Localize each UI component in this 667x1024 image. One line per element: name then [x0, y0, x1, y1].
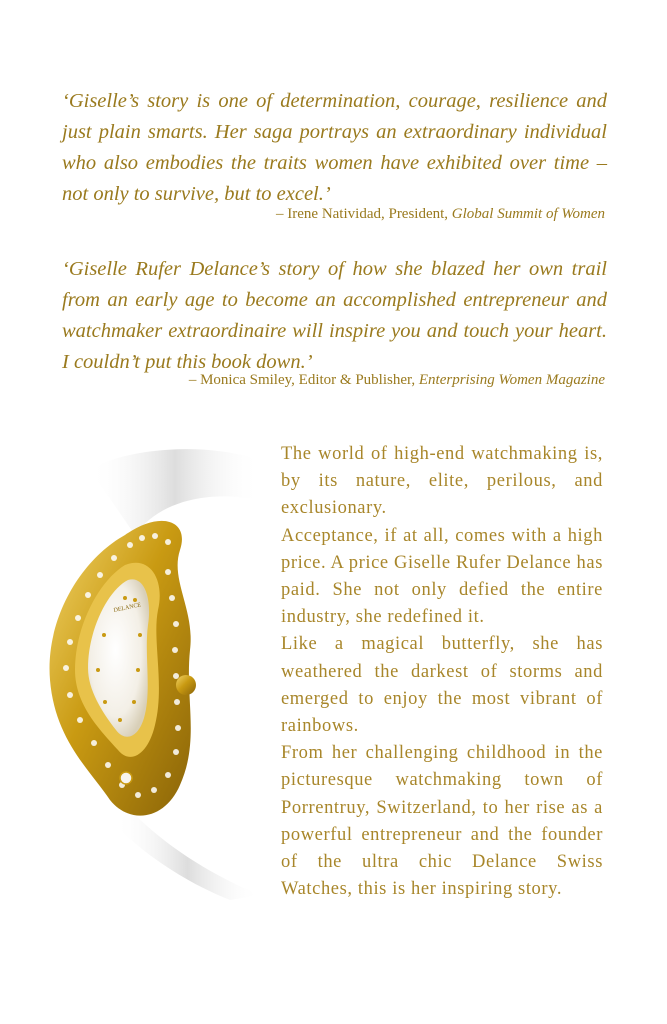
attribution-person: – Monica Smiley, Editor & Publisher,: [188, 372, 419, 388]
testimonial-attribution-2: [189, 372, 605, 389]
testimonial-attribution-1: [276, 206, 605, 223]
watch-illustration: [30, 440, 265, 900]
testimonial-quote-1: ‘Giselle’s story is one of determination, courage, resilience and just plain smarts. Her saga portrays an extraordinary individual who also embodies the traits women have exhibited over time – not only to survive, but to excel.’: [62, 90, 607, 205]
testimonial-quote-2: ‘Giselle Rufer Delance’s story of how she blazed her own trail from an early age to become an accomplished entrepreneur and watchmaker extraordinaire will inspire you and touch your heart. I couldn’t put this book down.’: [62, 258, 607, 373]
description-paragraph: The world of high-end watchmaking is, by its nature, elite, perilous, and exclusionary.: [281, 444, 603, 519]
description-paragraph: Like a magical butterfly, she has weathered the darkest of storms and emerged to enjoy the most vibrant of rainbows.: [281, 634, 603, 737]
watch-brand-label: DELANCE: [113, 602, 142, 614]
description-paragraph: From her challenging childhood in the picturesque watchmaking town of Porrentruy, Switzerland, to her rise as a powerful entrepreneur and the founder of the ultra chic Delance Swiss Watches, this is her inspiring story.: [281, 743, 603, 900]
book-description: [281, 441, 603, 903]
attribution-person: – Irene Natividad, President,: [276, 206, 452, 222]
watch-crown: [176, 675, 196, 695]
attribution-organization: Global Summit of Women: [451, 206, 605, 222]
pearl: [120, 772, 132, 784]
strap-top: [90, 449, 260, 535]
description-paragraph: Acceptance, if at all, comes with a high price. A price Giselle Rufer Delance has paid. She not only defied the entire industry, she redefined it.: [281, 525, 603, 628]
attribution-organization: Enterprising Women Magazine: [418, 372, 605, 388]
strap-bottom: [115, 810, 260, 900]
